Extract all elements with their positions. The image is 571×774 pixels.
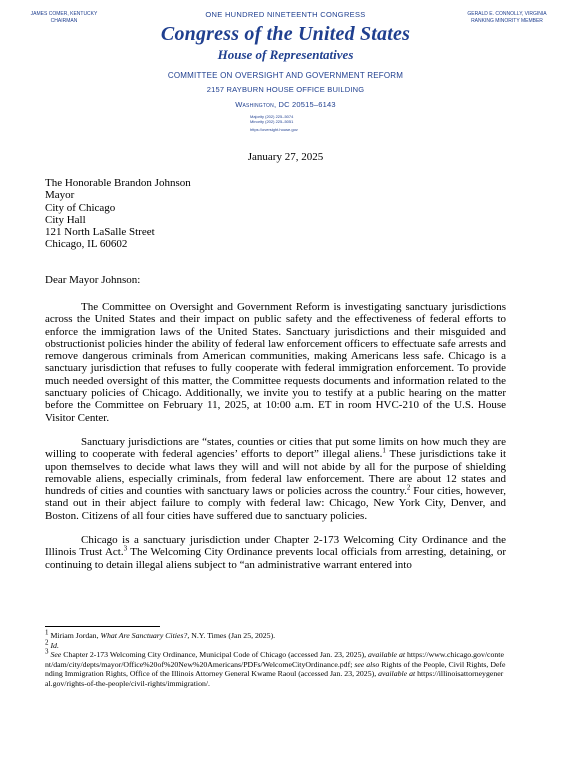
footnote-text: Chapter 2-173 Welcoming City Ordinance, Municipal Code of Chicago (accessed Jan. 23, 2025), <box>61 650 368 660</box>
footnotes <box>45 628 506 689</box>
recipient-line: City Hall <box>45 213 86 226</box>
footnote-signal: available at <box>378 669 416 679</box>
footnote-text: Rights of the People, Civil Rights, Defending Immigration Rights, Office of the Illinois Attorney General Kwame Raoul (accessed Jan. 23, 2025), <box>45 659 506 679</box>
recipient-address <box>45 177 506 251</box>
paragraph-2 <box>45 436 506 522</box>
recipient-line: Mayor <box>45 189 75 202</box>
footnote-text: ; <box>350 659 355 669</box>
paragraph-1: The Committee on Oversight and Government Reform is investigating sanctuary jurisdictions across the United States and their impact on public safety and the effectiveness of federal efforts to enforce the immigration laws of the United States. Sanctuary jurisdictions and their misguided and obstructionist policies hinder the ability of federal law enforcement officers to effectuate safe arrests and remove dangerous criminals from American communities, making Americans less safe. Chicago is a sanctuary jurisdiction that refuses to fully cooperate with federal immigration enforcement. To provide much needed oversight of this matter, the Committee requests documents and information related to the sanctuary policies of Chicago. Additionally, we invite you to testify at a public hearing on the matter before the Committee on February 11, 2025, at 10:00 a.m. ET in room HVC-210 of the U.S. House Visitor Center. <box>45 301 506 424</box>
chairman-name: JAMES COMER, KENTUCKY <box>30 11 98 17</box>
paragraph-text: Sanctuary jurisdictions are “states, counties or cities that put some limits on how much they are willing to cooperate with federal agencies’ efforts to deport” illegal aliens. <box>45 435 506 461</box>
recipient-line: The Honorable Brandon Johnson <box>45 177 191 189</box>
footnote-text: Miriam Jordan, <box>48 631 101 640</box>
paragraph-text: The Welcoming City Ordinance prevents local officials from arresting, detaining, or continuing to detain illegal aliens subject to “an administrative warrant entered into <box>45 546 507 571</box>
footnote-divider <box>45 626 160 627</box>
footnote-ref[interactable]: 3 <box>123 544 128 553</box>
office-address: 2157 RAYBURN HOUSE OFFICE BUILDING <box>206 85 365 94</box>
footnote-3 <box>45 647 506 688</box>
minority-phone: Minority (202) 225–5051 <box>250 119 294 124</box>
letterhead-house: House of Representatives <box>217 47 354 62</box>
footnote-text: , N.Y. Times (Jan 25, 2025). <box>187 631 276 640</box>
footnote-1 <box>45 628 506 641</box>
footnote-ref[interactable]: 2 <box>406 483 411 492</box>
paragraph-3 <box>45 534 506 571</box>
footnote-link[interactable]: https://www.chicago.gov/content/dam/city/depts/mayor/Office%20of%20New%20Americans/PDFs/WelcomeCityOrdinance.pdf <box>45 650 504 669</box>
footnote-signal: see also <box>354 659 380 669</box>
congress-number: ONE HUNDRED NINETEENTH CONGRESS <box>205 10 366 19</box>
recipient-line: 121 North LaSalle Street <box>45 226 155 239</box>
recipient-line: City of Chicago <box>45 201 116 214</box>
footnote-number: 3 <box>45 647 49 656</box>
footnote-signal: available at <box>367 650 406 660</box>
committee-name: COMMITTEE ON OVERSIGHT AND GOVERNMENT REFORM <box>167 71 404 80</box>
recipient-line: Chicago, IL 60602 <box>45 238 128 251</box>
ranking-member-role: RANKING MINORITY MEMBER <box>471 18 543 24</box>
salutation: Dear Mayor Johnson: <box>45 274 141 286</box>
footnote-2 <box>45 638 506 651</box>
footnote-number: 2 <box>45 638 49 646</box>
chairman-role: CHAIRMAN <box>50 18 78 24</box>
letter-body <box>45 301 506 583</box>
paragraph-text: Chicago is a sanctuary jurisdiction under Chapter 2-173 Welcoming City Ordinance and the Illinois Trust Act. <box>45 534 506 559</box>
office-city: Washington, DC 20515–6143 <box>235 100 336 109</box>
footnote-ref[interactable]: 1 <box>382 446 386 455</box>
footnote-link[interactable]: https://illinoisattorneygeneral.gov/rights-of-the-people/civil-rights/immigration/. <box>45 669 504 688</box>
footnote-title: What Are Sanctuary Cities? <box>100 631 188 640</box>
footnote-number: 1 <box>45 628 49 637</box>
paragraph-text: These jurisdictions take it upon themselves to decide what laws they will and will not abide by all for the purpose of shielding removable aliens, especially criminals, from federal law enforcement. There are about 12 states and hundreds of cities and counties with sanctuary laws or policies across the country. <box>45 448 507 498</box>
majority-phone: Majority (202) 225–5074 <box>250 114 294 119</box>
paragraph-text: Four cities, however, stand out in their abject failure to comply with federal law: Chicago, New York City, Denver, and Boston. Citizens of all four cities have suffered due to sanctuary policies. <box>45 485 506 522</box>
footnote-text: Id. <box>48 640 59 650</box>
ranking-member-name: GERALD E. CONNOLLY, VIRGINIA <box>467 11 547 17</box>
phone-block <box>250 114 298 132</box>
letterhead-title: Congress of the United States <box>160 23 411 45</box>
website-link[interactable]: https://oversight.house.gov <box>250 127 298 132</box>
footnote-signal: See <box>48 650 62 660</box>
letter-date: January 27, 2025 <box>247 151 324 163</box>
